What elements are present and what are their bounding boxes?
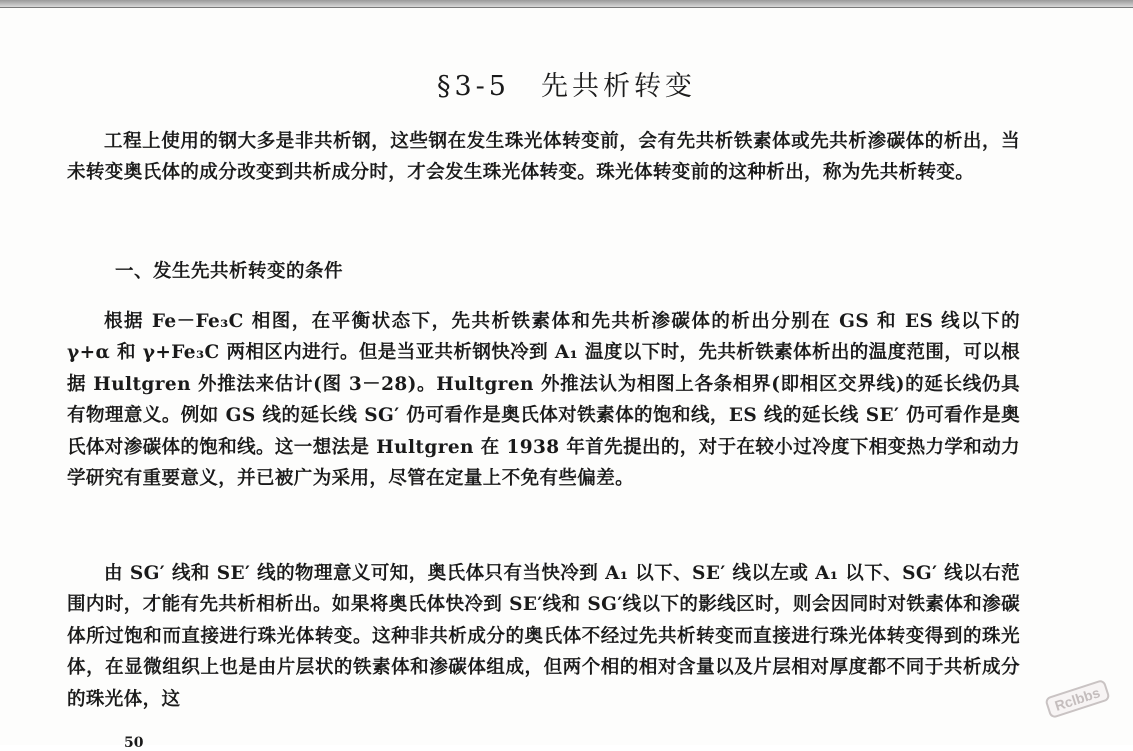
watermark-logo: Rclbbs bbox=[1044, 679, 1110, 719]
document-page bbox=[0, 8, 1133, 745]
page-number: 50 bbox=[124, 735, 144, 751]
section-heading: 一、发生先共析转变的条件 bbox=[115, 261, 344, 282]
section-title: §3-5 先共析转变 bbox=[437, 71, 696, 103]
paragraph-hultgren: 根据 Fe－Fe₃C 相图，在平衡状态下，先共析铁素体和先共析渗碳体的析出分别在 GS 和 ES 线以下的 γ+α 和 γ+Fe₃C 两相区内进行。但是当亚共析钢快冷到 A₁ 温度以下时，先共析铁素体析出的温度范围，可以根据 Hultgren 外推法来估计(图 3－28)。Hultgren 外推法认为相图上各条相界(即相区交界线)的延长线仍具有物理意义。例如 GS 线的延长线 SG′ 仍可看作是奥氏体对铁素体的饱和线，ES 线的延长线 SE′ 仍可看作是奥氏体对渗碳体的饱和线。这一想法是 Hultgren 在 1938 年首先提出的，对于在较小过冷度下相变热力学和动力学研究有重要意义，并已被广为采用，尽管在定量上不免有些偏差。 bbox=[67, 311, 1020, 490]
paragraph-intro: 工程上使用的钢大多是非共析钢，这些钢在发生珠光体转变前，会有先共析铁素体或先共析渗碳体的析出，当未转变奥氏体的成分改变到共析成分时，才会发生珠光体转变。珠光体转变前的这种析出，称为先共析转变。 bbox=[67, 131, 1020, 184]
viewer-top-bar bbox=[0, 0, 1133, 8]
paragraph-physical-meaning: 由 SG′ 线和 SE′ 线的物理意义可知，奥氏体只有当快冷到 A₁ 以下、SE′ 线以左或 A₁ 以下、SG′ 线以右范围内时，才能有先共析相析出。如果将奥氏体快冷到 SE′线和 SG′线以下的影线区时，则会因同时对铁素体和渗碳体所过饱和而直接进行珠光体转变。这种非共析成分的奥氏体不经过先共析转变而直接进行珠光体转变得到的珠光体，在显微组织上也是由片层状的铁素体和渗碳体组成，但两个相的相对含量以及片层相对厚度都不同于共析成分的珠光体，这 bbox=[67, 563, 1020, 710]
